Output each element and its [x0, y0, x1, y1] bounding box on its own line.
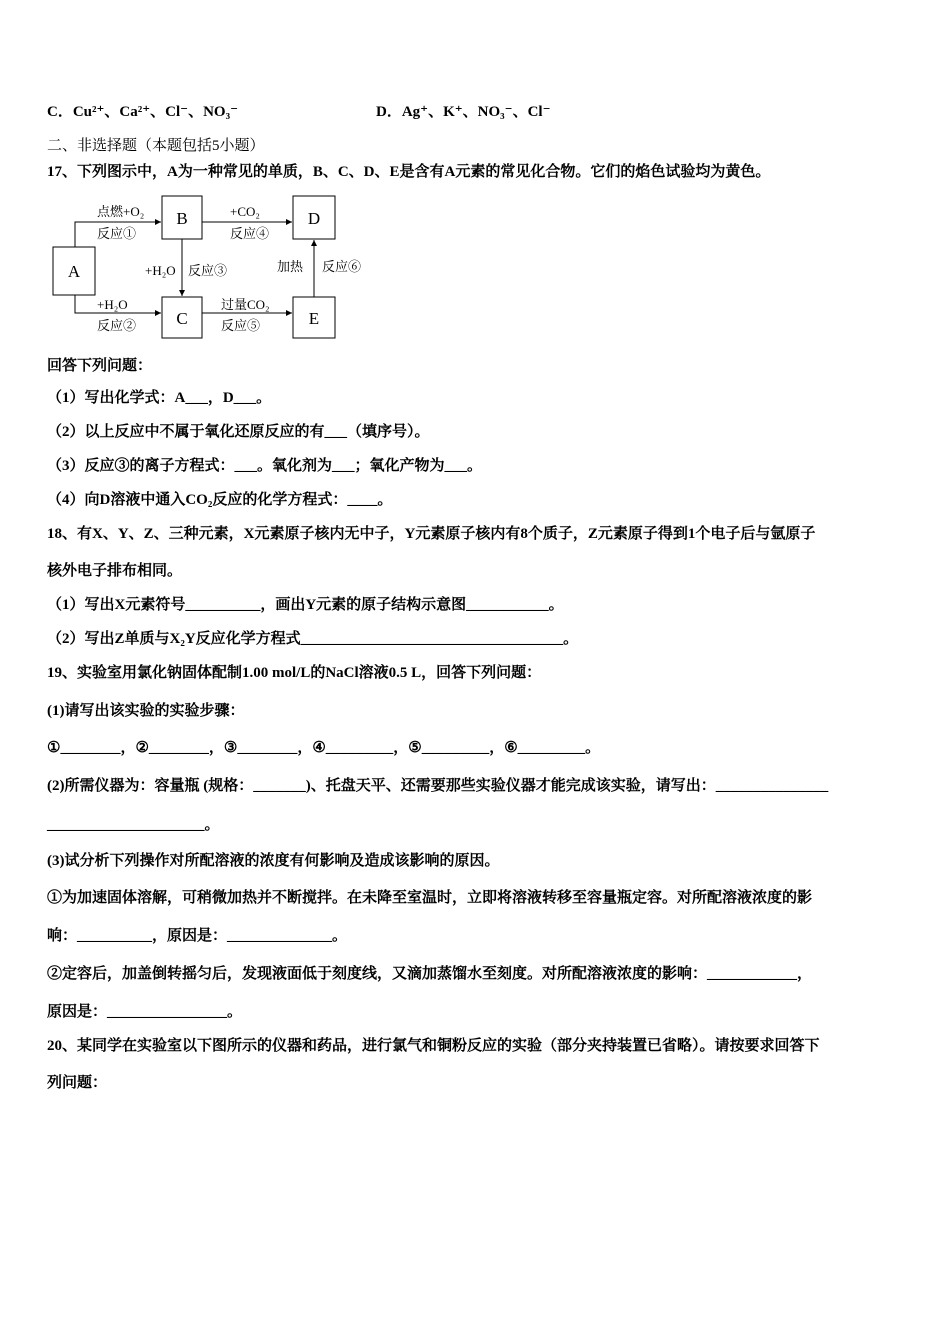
box-a-label: A: [67, 262, 81, 281]
q17-reaction-diagram: [0, 0, 400, 350]
label-r6-cond: 加热: [277, 259, 304, 274]
q19-part-3a-line1: ①为加速固体溶解，可稍微加热并不断搅拌。在未降至室温时，立即将溶液转移至容量瓶定容。对所配溶液浓度的影: [47, 890, 813, 906]
label-r5: 反应⑤: [221, 318, 261, 333]
q17-stem: 17、下列图示中，A为一种常见的单质，B、C、D、E是含有A元素的常见化合物。它们的焰色试验均为黄色。: [47, 164, 771, 180]
label-r1: 反应①: [97, 226, 137, 241]
q19-part-3b-line1: ②定容后，加盖倒转摇匀后，发现液面低于刻度线，又滴加蒸馏水至刻度。对所配溶液浓度的影响：____________，: [47, 966, 813, 982]
label-r2: 反应②: [97, 318, 137, 333]
option-d: D．Ag⁺、K⁺、NO₃⁻、Cl⁻: [376, 104, 551, 120]
label-r2-cond: +H₂O: [97, 297, 128, 312]
box-b-label: B: [176, 209, 188, 228]
section-heading: 二、非选择题（本题包括5小题）: [47, 138, 265, 154]
q17-part-3: （3）反应③的离子方程式：___。氧化剂为___；氧化产物为___。: [47, 458, 483, 474]
q18-part-1: （1）写出X元素符号__________，画出Y元素的原子结构示意图___________。: [47, 597, 564, 613]
q19-part-1: (1)请写出该实验的实验步骤：: [47, 703, 245, 719]
q17-part-2: （2）以上反应中不属于氧化还原反应的有___（填序号）。: [47, 424, 430, 440]
q20-stem-line2: 列问题：: [47, 1075, 108, 1091]
label-r1-cond: 点燃+O₂: [97, 204, 145, 219]
q18-part-2: （2）写出Z单质与X₂Y反应化学方程式___________________________________。: [47, 631, 579, 647]
box-d-label: D: [307, 209, 321, 228]
label-r5-cond: 过量CO₂: [221, 297, 270, 312]
q19-steps: ①________，②________，③________，④_________，⑤_________，⑥_________。: [47, 740, 601, 756]
q20-stem-line1: 20、某同学在实验室以下图所示的仪器和药品，进行氯气和铜粉反应的实验（部分夹持装置已省略）。请按要求回答下: [47, 1038, 820, 1054]
label-r4-cond: +CO₂: [230, 204, 260, 219]
q18-stem-line1: 18、有X、Y、Z、三种元素，X元素原子核内无中子，Y元素原子核内有8个质子，Z元素原子得到1个电子后与氩原子: [47, 526, 816, 542]
q19-part-3: (3)试分析下列操作对所配溶液的浓度有何影响及造成该影响的原因。: [47, 853, 500, 869]
box-c-label: C: [176, 309, 188, 328]
option-c: C．Cu²⁺、Ca²⁺、Cl⁻、NO₃⁻: [47, 104, 239, 120]
q18-stem-line2: 核外电子排布相同。: [47, 563, 183, 579]
q19-part-2-line1: (2)所需仪器为：容量瓶 (规格：_______)、托盘天平、还需要那些实验仪器才能完成该实验，请写出：_______________: [47, 778, 829, 794]
q19-part-3b-line2: 原因是：________________。: [47, 1004, 243, 1020]
q19-stem: 19、实验室用氯化钠固体配制1.00 mol/L的NaCl溶液0.5 L，回答下列问题：: [47, 665, 542, 681]
q17-part-4: （4）向D溶液中通入CO₂反应的化学方程式：____。: [47, 492, 393, 508]
q19-part-3a-line2: 响：__________，原因是：______________。: [47, 928, 348, 944]
label-r4: 反应④: [230, 226, 270, 241]
q17-prompt: 回答下列问题：: [47, 358, 153, 374]
label-r3-cond: +H₂O: [145, 263, 176, 278]
label-r6: 反应⑥: [322, 259, 362, 274]
q19-part-2-line2: _____________________。: [47, 817, 220, 833]
q17-part-1: （1）写出化学式：A___，D___。: [47, 390, 272, 406]
label-r3: 反应③: [188, 263, 228, 278]
box-e-label: E: [308, 309, 320, 328]
